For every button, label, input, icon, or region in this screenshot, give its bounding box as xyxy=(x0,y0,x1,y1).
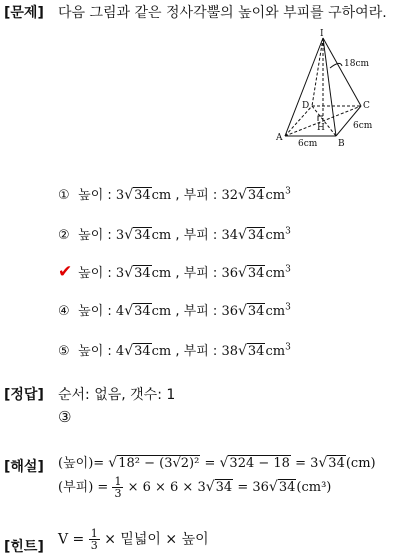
side-bottom-label: 6cm xyxy=(298,139,318,149)
option-number: ① xyxy=(58,188,70,203)
answer-line1: 순서: 없음, 갯수: 1 xyxy=(58,387,176,403)
height-label: 높이 : xyxy=(74,344,116,359)
option-2[interactable] xyxy=(58,224,291,243)
explanation-line1: (높이)= √18² − (3√2)² = √324 − 18 = 3√34(cm) xyxy=(58,455,376,471)
volume-value: $36√34cm^3$ xyxy=(221,302,291,319)
problem-text: 다음 그림과 같은 정사각뿔의 높이와 부피를 구하여라. xyxy=(58,5,387,21)
side-right-label: 6cm xyxy=(353,121,373,131)
answer-label: [정답] xyxy=(4,387,44,403)
hint-suffix: × 밑넓이 × 높이 xyxy=(104,531,209,548)
volume-label: , 부피 : xyxy=(171,266,222,281)
vertex-a-label: A xyxy=(276,133,283,143)
option-number: ④ xyxy=(58,304,70,319)
sqrt-expr-3: 34 xyxy=(328,456,345,471)
sqrt-expr-1: 18² − (3√2)² xyxy=(118,456,200,471)
height-value: 4√34cm xyxy=(115,343,172,359)
height-unit: (cm) xyxy=(345,456,376,471)
vertex-b-label: B xyxy=(338,139,345,149)
volume-label: , 부피 : xyxy=(171,344,222,359)
apex-label: I xyxy=(320,29,324,39)
option-1[interactable] xyxy=(58,184,291,203)
volume-label: , 부피 : xyxy=(171,228,222,243)
foot-h-label: H xyxy=(317,123,325,133)
option-5[interactable] xyxy=(58,340,291,359)
sqrt-expr-2: 324 − 18 xyxy=(229,456,290,471)
volume-value: $36√34cm^3$ xyxy=(221,264,291,281)
answer-line2: ③ xyxy=(58,408,72,426)
height-value: 3√34cm xyxy=(115,265,172,281)
hint-formula xyxy=(58,528,209,551)
height-value: 4√34cm xyxy=(115,303,172,319)
height-label: 높이 : xyxy=(74,304,116,319)
height-value: 3√34cm xyxy=(115,187,172,203)
volume-label: , 부피 : xyxy=(171,188,222,203)
volume-unit: (cm³) xyxy=(296,480,332,495)
option-4[interactable] xyxy=(58,300,291,319)
height-prefix: (높이)= xyxy=(58,456,105,471)
volume-value: $32√34cm^3$ xyxy=(221,186,291,203)
edge-label: 18cm xyxy=(344,59,370,69)
vertex-d-label: D xyxy=(302,101,310,111)
volume-value: $34√34cm^3$ xyxy=(221,226,291,243)
hint-label: [힌트] xyxy=(4,539,44,555)
equals-2: = 3 xyxy=(295,456,319,471)
option-3[interactable] xyxy=(58,262,291,282)
explanation-label: [해설] xyxy=(4,459,44,475)
hint-prefix: V = xyxy=(58,531,85,548)
checkmark-icon: ✔ xyxy=(58,262,73,282)
explanation-line2: (부피) = $\frac{1}{3}$ × 6 × 6 × 3√34 = 36√34(cm³) xyxy=(58,475,332,500)
sqrt-expr-4: 34 xyxy=(215,480,233,495)
problem-label: [문제] xyxy=(4,5,44,21)
volume-mid: × 6 × 6 × 3 xyxy=(127,480,206,495)
equals-1: = xyxy=(204,456,216,471)
option-number: ② xyxy=(58,228,70,243)
height-value: 3√34cm xyxy=(115,227,172,243)
fraction-one-third: $\frac{1}{3}$ xyxy=(114,475,122,500)
equals-3: = 36 xyxy=(237,480,269,495)
vertex-c-label: C xyxy=(363,101,370,111)
sqrt-expr-5: 34 xyxy=(278,480,296,495)
volume-label: , 부피 : xyxy=(171,304,222,319)
pyramid-figure xyxy=(270,28,380,150)
volume-prefix: (부피) = xyxy=(58,480,109,495)
hint-fraction: $\frac{1}{3}$ xyxy=(90,527,98,552)
option-number: ⑤ xyxy=(58,344,70,359)
volume-value: $38√34cm^3$ xyxy=(221,342,291,359)
height-label: 높이 : xyxy=(74,266,116,281)
height-label: 높이 : xyxy=(74,228,116,243)
height-label: 높이 : xyxy=(74,188,116,203)
